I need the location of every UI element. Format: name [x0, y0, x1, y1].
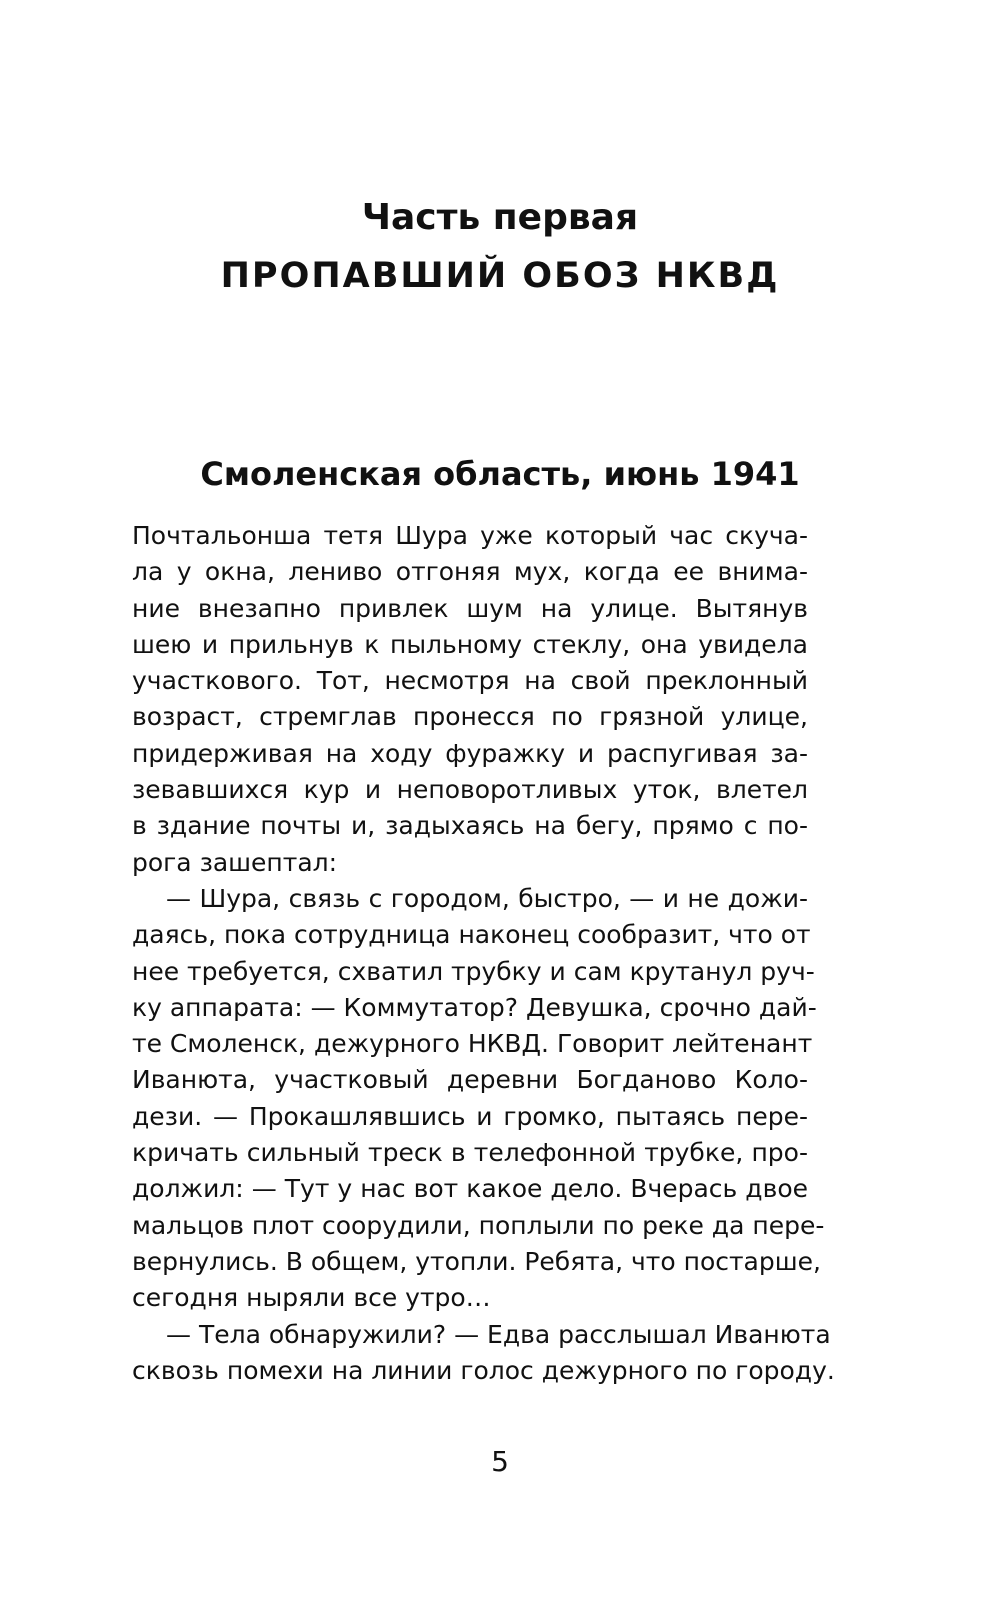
text-line: ла у окна, лениво отгоняя мух, когда ее внима- [132, 557, 808, 587]
text-line: даясь, пока сотрудница наконец сообразит, что от [132, 920, 811, 950]
text-line: возраст, стремглав пронесся по грязной улице, [132, 702, 808, 732]
chapter-heading: Смоленская область, июнь 1941 [200, 455, 800, 493]
text-line: рога зашептал: [132, 847, 338, 877]
text-line: сквозь помехи на линии голос дежурного по городу. [132, 1355, 835, 1385]
text-line: дези. — Прокашлявшись и громко, пытаясь пере- [132, 1101, 808, 1131]
text-line: мальцов плот соорудили, поплыли по реке да пере- [132, 1210, 825, 1240]
text-line: ку аппарата: — Коммутатор? Девушка, срочно дай- [132, 992, 817, 1022]
text-line: кричать сильный треск в телефонной трубке, про- [132, 1138, 808, 1168]
text-line: придерживая на ходу фуражку и распугивая за- [132, 738, 808, 768]
text-line: зевавшихся кур и неповоротливых уток, влетел [132, 775, 808, 805]
text-line: участкового. Тот, несмотря на свой преклонный [132, 666, 808, 696]
text-line: — Шура, связь с городом, быстро, — и не дожи- [166, 883, 808, 913]
text-line: вернулись. В общем, утопли. Ребята, что постарше, [132, 1246, 821, 1276]
text-line: шею и прильнув к пыльному стеклу, она увидела [132, 629, 808, 659]
text-line: должил: — Тут у нас вот какое дело. Вчерась двое [132, 1174, 808, 1204]
page-number: 5 [491, 1445, 509, 1478]
text-line: в здание почты и, задыхаясь на бегу, прямо с по- [132, 811, 808, 841]
body-text [132, 518, 835, 1389]
text-line: сегодня ныряли все утро… [132, 1283, 491, 1313]
part-label: Часть первая [361, 197, 639, 238]
text-line: Иванюта, участковый деревни Богданово Коло- [132, 1065, 808, 1095]
text-line: — Тела обнаружили? — Едва расслышал Иванюта [166, 1319, 831, 1349]
part-title: ПРОПАВШИЙ ОБОЗ НКВД [220, 256, 780, 296]
text-line: Почтальонша тетя Шура уже который час скуча- [132, 521, 808, 550]
text-line: ние внезапно привлек шум на улице. Вытянув [132, 593, 808, 623]
text-line: те Смоленск, дежурного НКВД. Говорит лейтенант [132, 1029, 813, 1059]
text-line: нее требуется, схватил трубку и сам крутанул руч- [132, 956, 815, 986]
